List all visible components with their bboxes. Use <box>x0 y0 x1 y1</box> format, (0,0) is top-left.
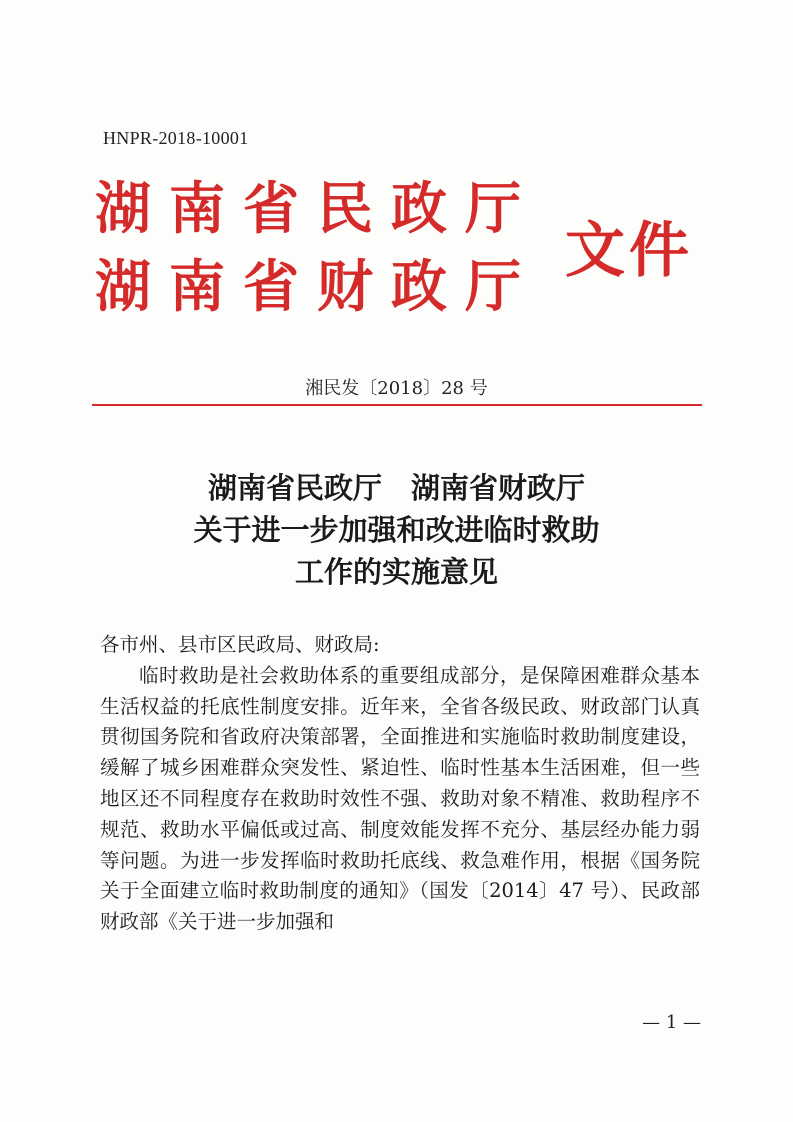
title-line-2: 关于进一步加强和改进临时救助 <box>193 513 600 547</box>
header-agency-finance: 湖南省财政厅 <box>95 255 539 320</box>
title-line-1: 湖南省民政厅 湖南省财政厅 <box>207 471 585 505</box>
header-document-label: 文件 <box>565 216 693 286</box>
document-title <box>0 467 793 593</box>
document-id: HNPR-2018-10001 <box>103 128 249 148</box>
salutation: 各市州、县市区民政局、财政局: <box>100 633 380 656</box>
red-divider-line <box>92 404 702 406</box>
page-number: — 1 — <box>642 1012 701 1033</box>
header-agency-civil-affairs: 湖南省民政厅 <box>95 177 539 242</box>
red-header <box>95 178 705 328</box>
document-number: 湘民发〔2018〕28 号 <box>305 378 488 399</box>
title-line-3: 工作的实施意见 <box>294 555 498 589</box>
document-body <box>100 630 700 938</box>
body-paragraph: 临时救助是社会救助体系的重要组成部分，是保障困难群众基本生活权益的托底性制度安排。近年来，全省各级民政、财政部门认真贯彻国务院和省政府决策部署，全面推进和实施临时救助制度建设，缓解了城乡困难群众突发性、紧迫性、临时性基本生活困难，但一些地区还不同程度存在救助时效性不强、救助对象不精准、救助程序不规范、救助水平偏低或过高、制度效能发挥不充分、基层经办能力弱等问题。为进一步发挥临时救助托底线、救急难作用，根据《国务院关于全面建立临时救助制度的通知》（国发〔2014〕47 号）、民政部 财政部《关于进一步加强和 <box>100 663 700 934</box>
